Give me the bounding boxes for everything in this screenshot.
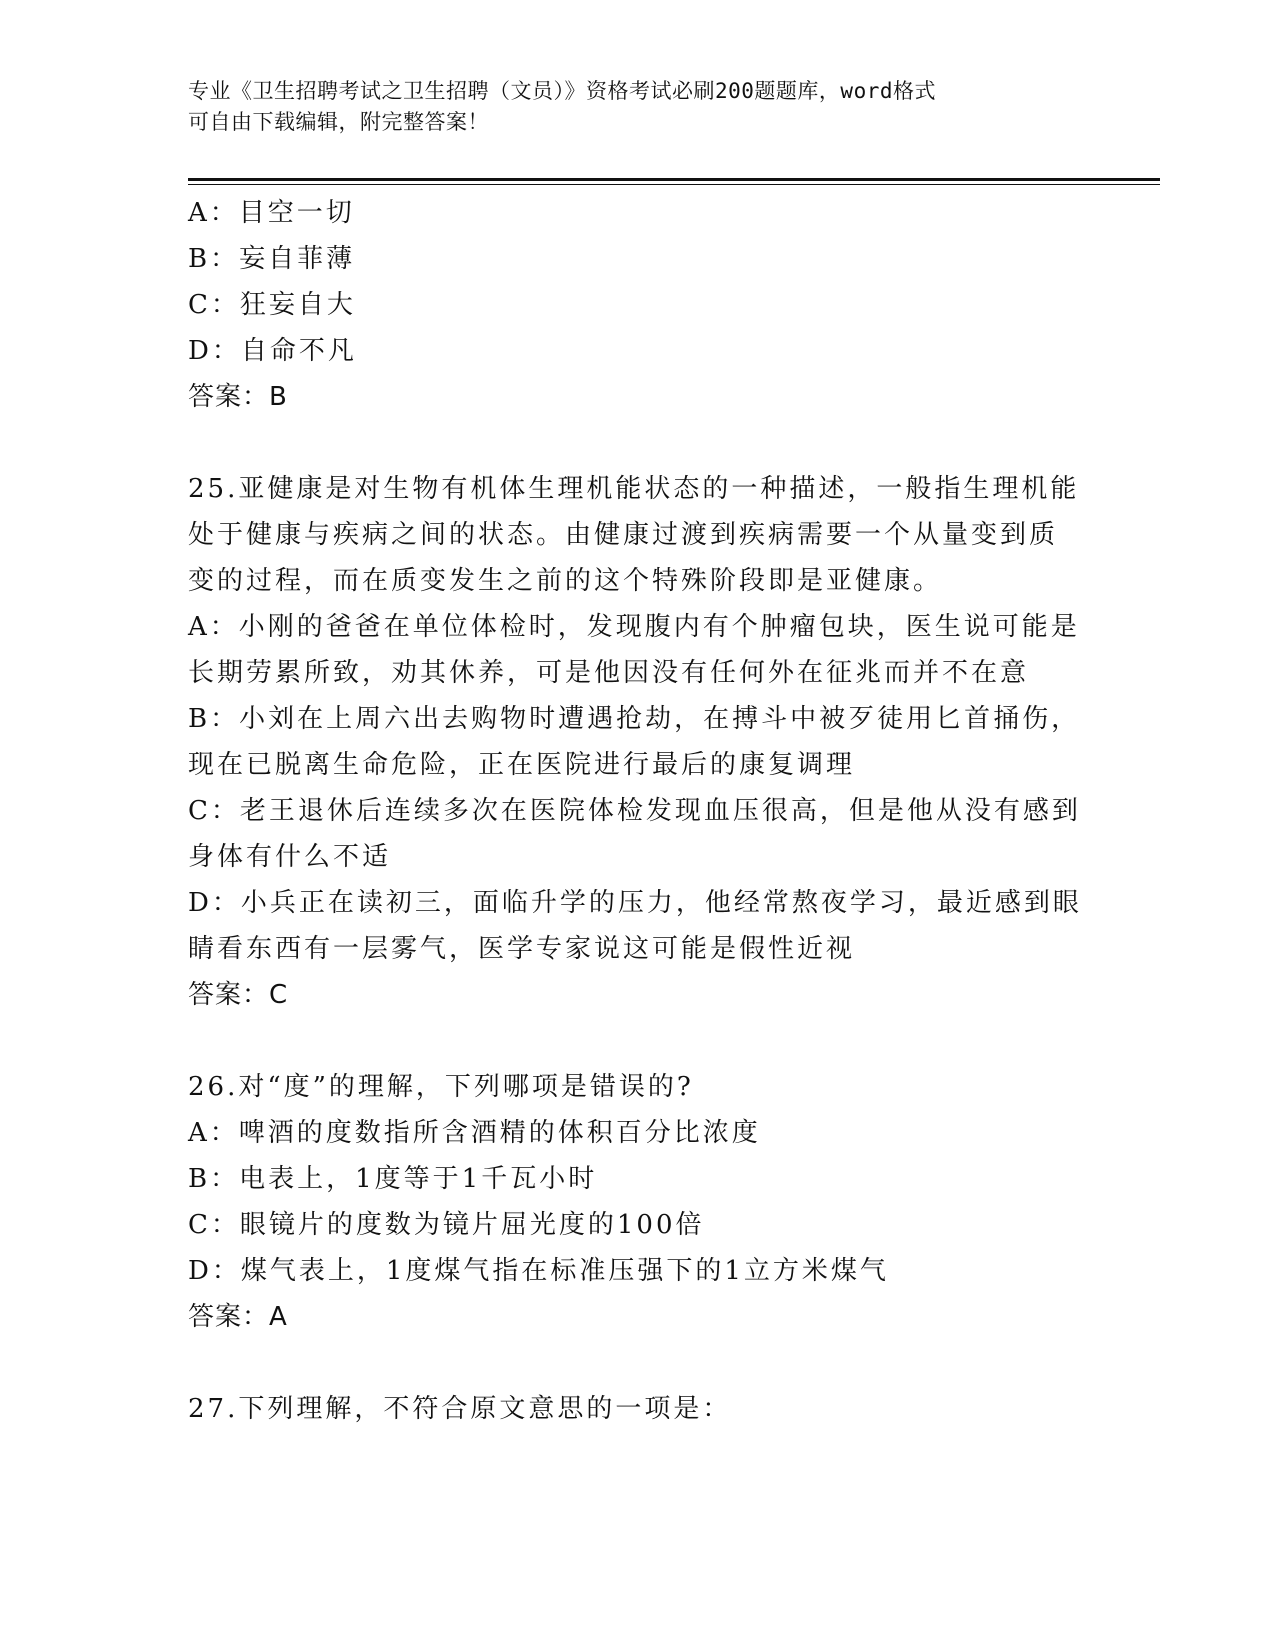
q26-option-a: A：啤酒的度数指所含酒精的体积百分比浓度 (188, 1118, 761, 1148)
header-line-1: 专业《卫生招聘考试之卫生招聘（文员）》资格考试必刷200题题库，word格式 (188, 79, 936, 103)
q24-option-a: A：目空一切 (188, 198, 355, 228)
q25-option-a-line-1: A：小刚的爸爸在单位体检时，发现腹内有个肿瘤包块，医生说可能是 (188, 612, 1080, 642)
question-content (188, 190, 1088, 1432)
q24-option-b: B：妄自菲薄 (188, 244, 356, 274)
q24-option-c: C：狂妄自大 (188, 290, 356, 320)
q25-option-a-line-2: 长期劳累所致，劝其休养，可是他因没有任何外在征兆而并不在意 (188, 658, 1030, 688)
q25-option-d-line-1: D：小兵正在读初三，面临升学的压力，他经常熬夜学习，最近感到眼 (188, 888, 1082, 918)
spacer (188, 1018, 1088, 1064)
q26-option-b: B：电表上，1度等于1千瓦小时 (188, 1164, 598, 1194)
q26-option-d: D：煤气表上，1度煤气指在标准压强下的1立方米煤气 (188, 1256, 889, 1286)
q25-option-b-line-1: B：小刘在上周六出去购物时遭遇抢劫，在搏斗中被歹徒用匕首捅伤， (188, 704, 1081, 734)
header-divider-thin (188, 184, 1160, 185)
q25-option-c-line-2: 身体有什么不适 (188, 842, 392, 872)
q24-option-d: D：自命不凡 (188, 336, 357, 366)
q25-stem-line-3: 变的过程，而在质变发生之前的这个特殊阶段即是亚健康。 (188, 566, 943, 596)
question-25-block (188, 466, 1088, 1018)
header-line-2: 可自由下载编辑，附完整答案！ (188, 110, 489, 134)
question-24-block (188, 190, 1088, 420)
document-header (188, 76, 1088, 138)
q25-option-b-line-2: 现在已脱离生命危险，正在医院进行最后的康复调理 (188, 750, 856, 780)
q25-stem-line-1: 25.亚健康是对生物有机体生理机能状态的一种描述，一般指生理机能 (188, 474, 1080, 504)
q25-answer: 答案：C (188, 980, 289, 1010)
q26-answer: 答案：A (188, 1302, 288, 1332)
q26-option-c: C：眼镜片的度数为镜片屈光度的100倍 (188, 1210, 705, 1240)
q25-option-c-line-1: C：老王退休后连续多次在医院体检发现血压很高，但是他从没有感到 (188, 796, 1081, 826)
q24-answer: 答案：B (188, 382, 288, 412)
q25-option-d-line-2: 睛看东西有一层雾气，医学专家说这可能是假性近视 (188, 934, 856, 964)
spacer (188, 1340, 1088, 1386)
q27-stem: 27.下列理解，不符合原文意思的一项是： (188, 1394, 732, 1424)
question-26-block (188, 1064, 1088, 1340)
q26-stem: 26.对“度”的理解，下列哪项是错误的? (188, 1072, 694, 1102)
question-27-block (188, 1386, 1088, 1432)
q25-stem-line-2: 处于健康与疾病之间的状态。由健康过渡到疾病需要一个从量变到质 (188, 520, 1059, 550)
header-divider-thick (188, 178, 1160, 181)
spacer (188, 420, 1088, 466)
